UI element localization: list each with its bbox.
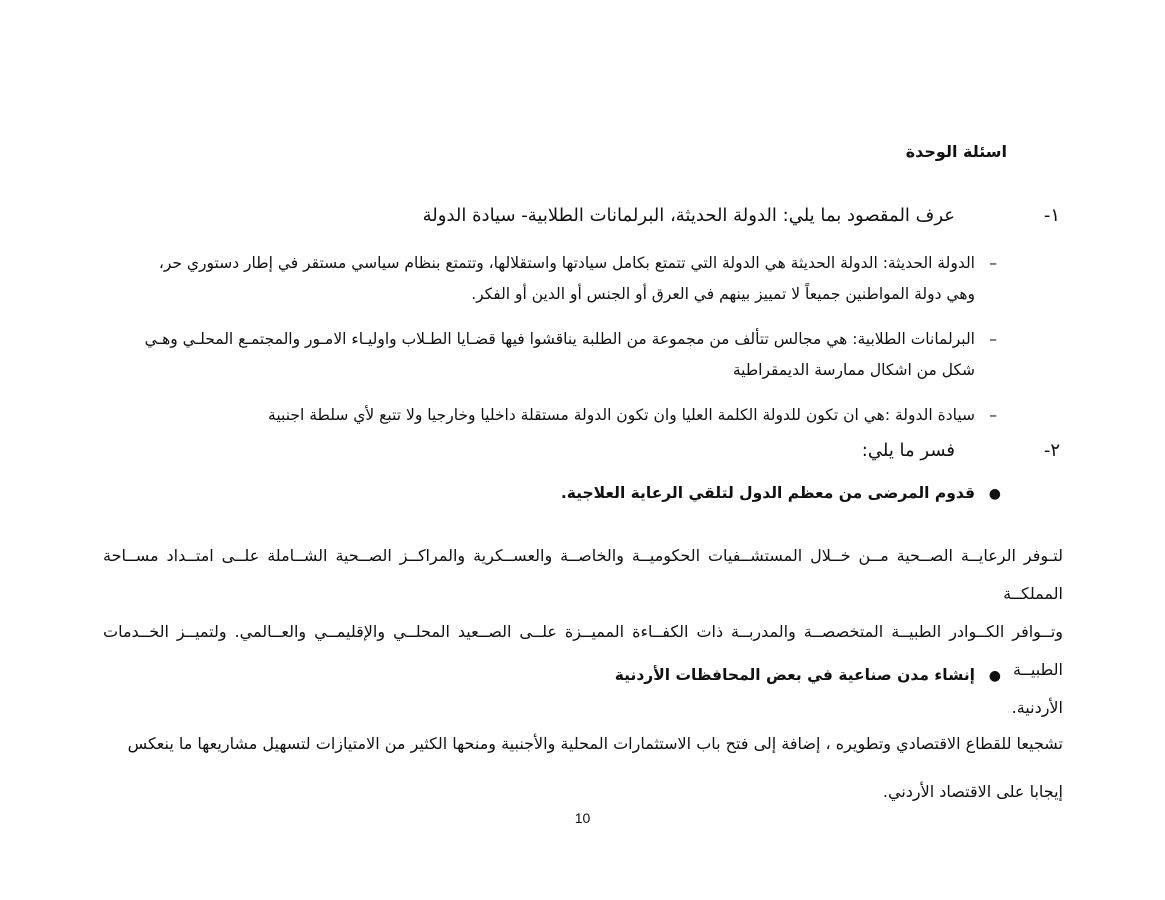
dash-marker: – bbox=[989, 254, 997, 272]
bullet-icon: ● bbox=[988, 668, 1001, 684]
paragraph-line: لتـوفر الرعايــة الصــحية مــن خــلال المستشــفيات الحكوميــة والخاصــة والعســكرية والمراكــز الصــحية الشــاملة علــى امتــداد مســاحة المملكــة bbox=[103, 546, 1063, 603]
page-number: 10 bbox=[574, 810, 591, 826]
answer-paragraph-healthcare bbox=[103, 537, 1063, 727]
definition-line: شكل من اشكال ممارسة الديمقراطية bbox=[732, 361, 975, 379]
question-1-number: ١- bbox=[1043, 205, 1060, 226]
question-1 bbox=[0, 205, 1165, 235]
definition-modern-state bbox=[105, 248, 997, 310]
answer-paragraph-industry bbox=[103, 720, 1063, 816]
bullet-patients-arrival bbox=[560, 484, 1001, 502]
definition-student-parliaments bbox=[105, 324, 997, 386]
dash-marker: – bbox=[989, 330, 997, 348]
bullet-text: قدوم المرضى من معظم الدول لتلقي الرعاية العلاجية. bbox=[560, 484, 975, 502]
definition-line: سيادة الدولة :هي ان تكون للدولة الكلمة العليا وان تكون الدولة مستقلة داخليا وخارجيا ولا تتبع لأي سلطة اجنبية bbox=[268, 406, 975, 424]
paragraph-line: تشجيعا للقطاع الاقتصادي وتطويره ، إضافة إلى فتح باب الاستثمارات المحلية والأجنبية ومنحها الكثير من الامتيازات لتسهيل مشاريعها ما ينعكس bbox=[127, 734, 1063, 753]
paragraph-line: وتــوافر الكــوادر الطبيــة المتخصصــة والمدربــة ذات الكفــاءة المميــزة علــى الصــعيد المحلــي والإقليمــي والعــالمي. ولتميــز الخــدمات الطبيــة bbox=[103, 622, 1063, 679]
question-2-text: فسر ما يلي: bbox=[861, 440, 955, 461]
definition-line: الدولة الحديثة: الدولة الحديثة هي الدولة التي تتمتع بكامل سيادتها واستقلالها، وتتمتع بنظام سياسي مستقر في إطار دستوري حر، bbox=[158, 254, 975, 272]
dash-marker: – bbox=[989, 406, 997, 424]
definition-line: وهي دولة المواطنين جميعاً لا تمييز بينهم في العرق أو الجنس أو الدين أو الفكر. bbox=[471, 285, 975, 303]
definition-line: البرلمانات الطلابية: هي مجالس تتألف من مجموعة من الطلبة يناقشوا فيها قضـايا الطـلاب واوليـاء الامـور والمجتمـع المحلـي وهـي bbox=[144, 330, 975, 348]
bullet-icon: ● bbox=[988, 486, 1001, 502]
question-1-text: عرف المقصود بما يلي: الدولة الحديثة، البرلمانات الطلابية- سيادة الدولة bbox=[422, 205, 955, 226]
bullet-industrial-cities bbox=[614, 666, 1001, 684]
paragraph-line: إيجابا على الاقتصاد الأردني. bbox=[882, 782, 1063, 801]
unit-questions-heading: اسئلة الوحدة bbox=[905, 142, 1007, 161]
bullet-text: إنشاء مدن صناعية في بعض المحافظات الأردنية bbox=[614, 666, 975, 684]
question-2 bbox=[0, 440, 1165, 470]
paragraph-line: الأردنية. bbox=[1011, 698, 1063, 717]
question-2-number: ٢- bbox=[1043, 440, 1060, 461]
definition-state-sovereignty bbox=[105, 400, 997, 431]
